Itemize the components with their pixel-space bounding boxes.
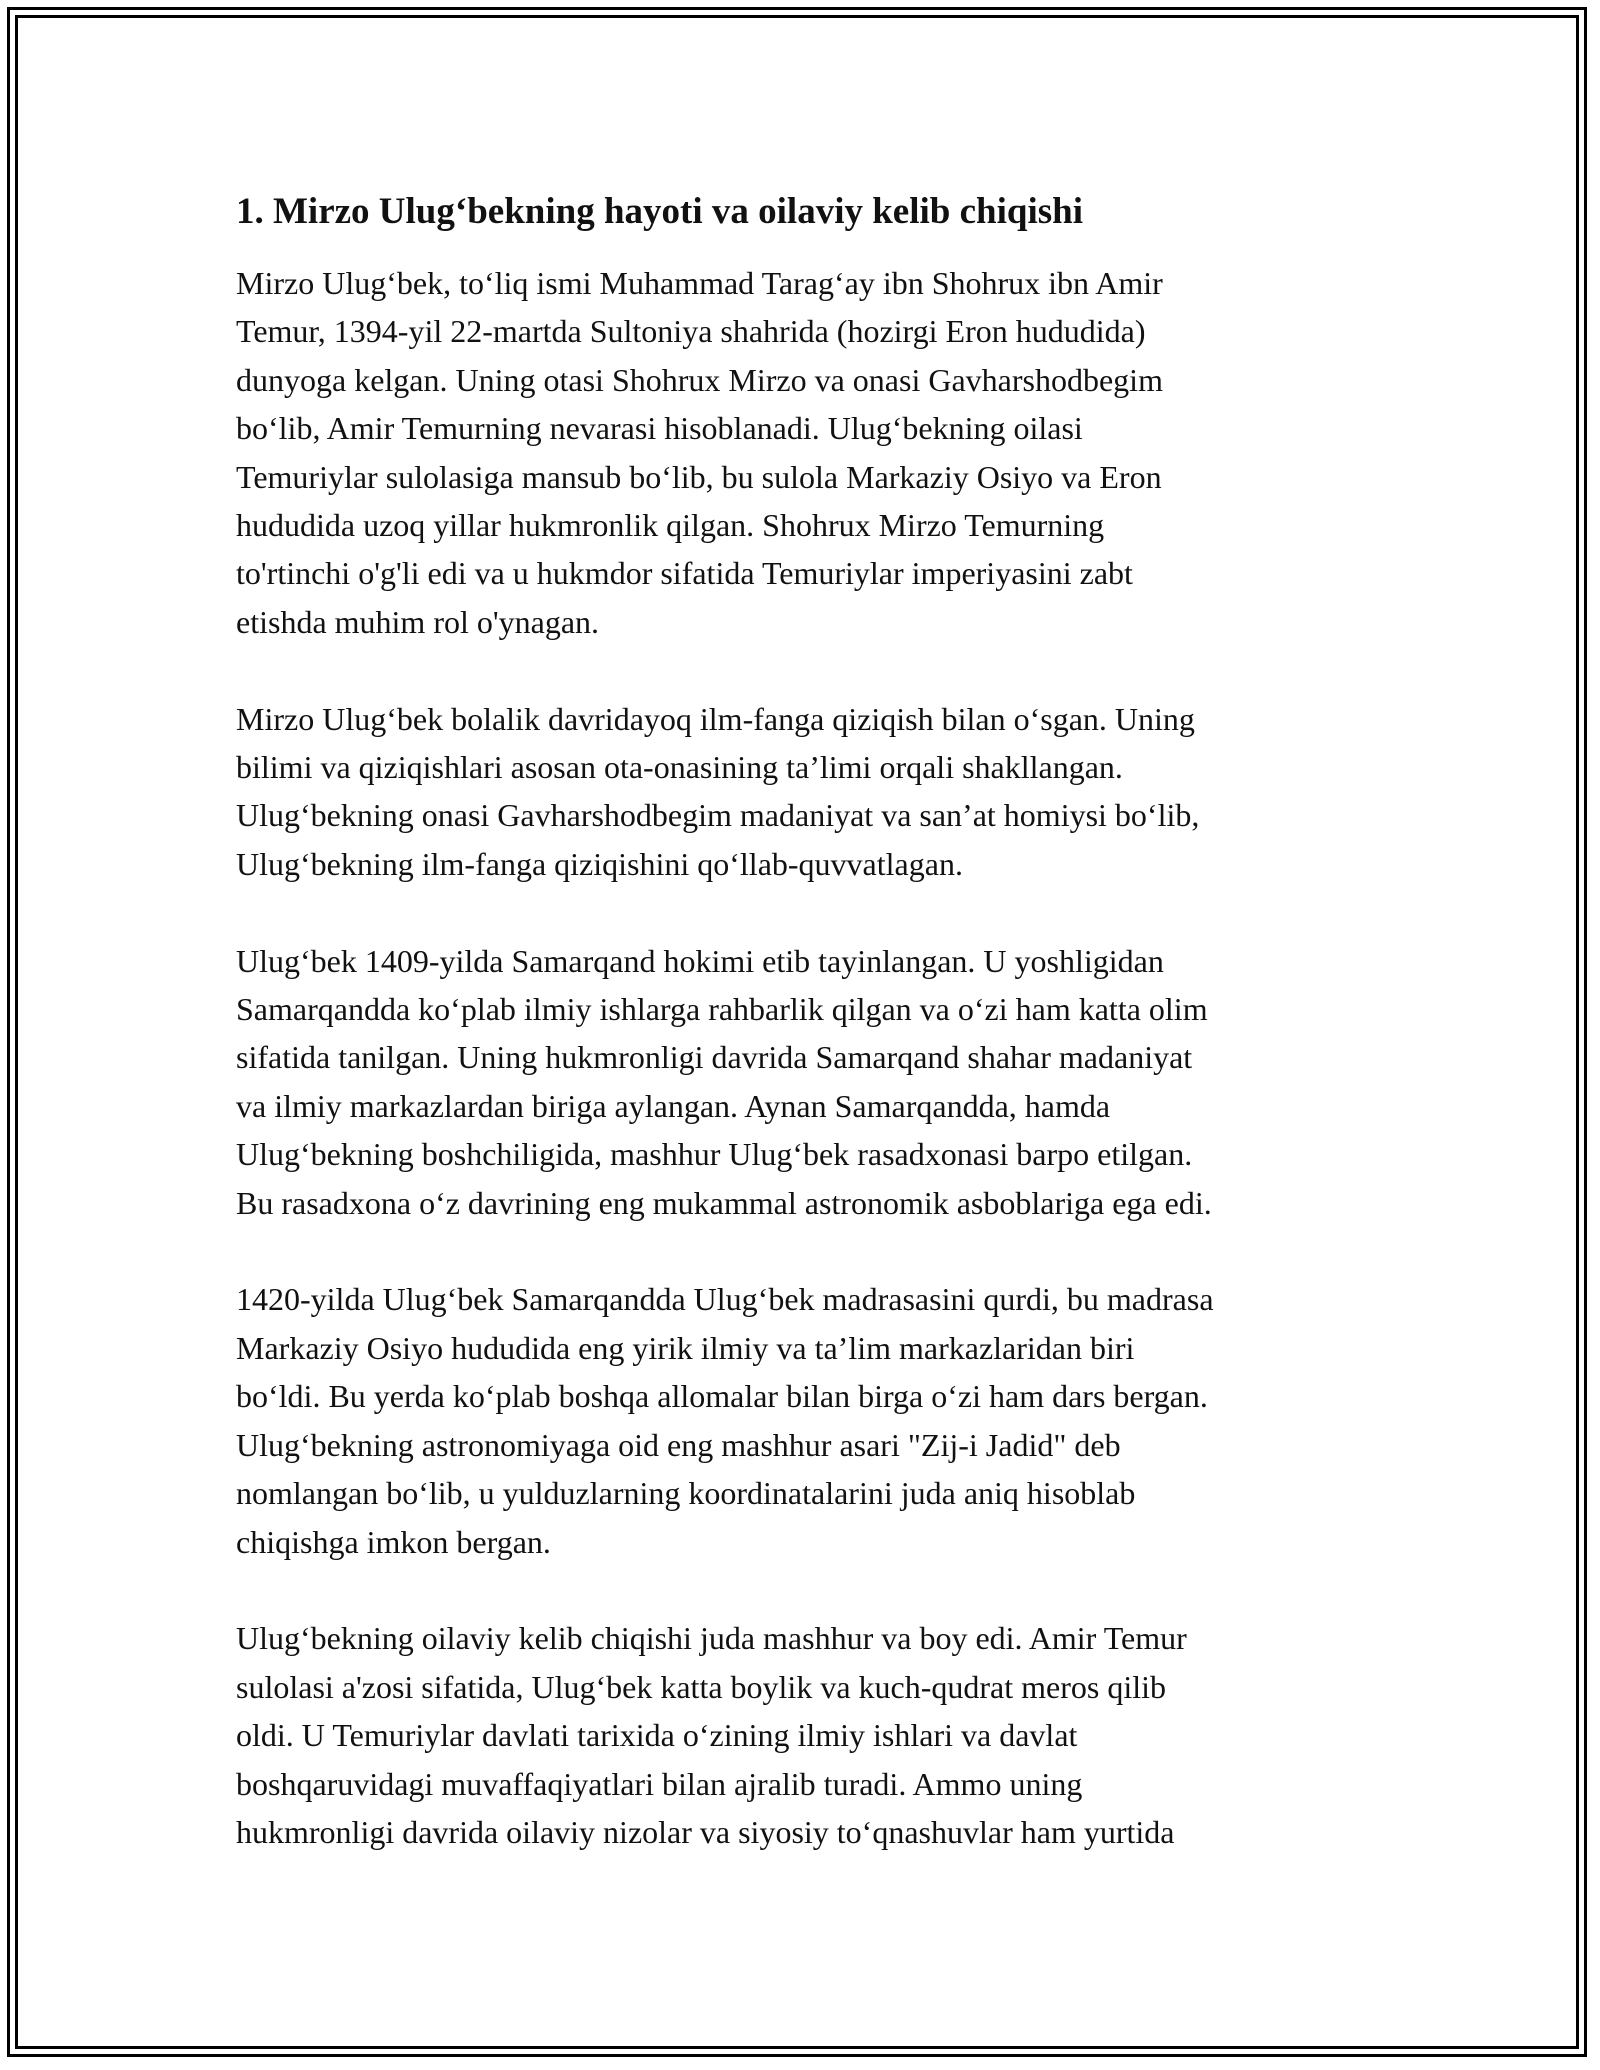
paragraph [236,937,1376,1227]
text-line: nomlangan bo‘lib, u yulduzlarning koordinatalarini juda aniq hisoblab [236,1475,1136,1512]
text-line: boshqaruvidagi muvaffaqiyatlari bilan ajralib turadi. Ammo uning [236,1765,1083,1802]
text-line: Ulug‘bekning boshchiligida, mashhur Ulug‘bek rasadxonasi barpo etilgan. [236,1136,1193,1173]
text-line: bilimi va qiziqishlari asosan ota-onasining ta’limi orqali shakllangan. [236,749,1123,786]
text-line: Bu rasadxona o‘z davrining eng mukammal astronomik asboblariga ega edi. [236,1184,1212,1221]
paragraph [236,259,1376,646]
text-line: Samarqandda ko‘plab ilmiy ishlarga rahbarlik qilgan va o‘zi ham katta olim [236,991,1208,1028]
text-line: bo‘lib, Amir Temurning nevarasi hisoblanadi. Ulug‘bekning oilasi [236,410,1083,447]
text-line: Mirzo Ulug‘bek, to‘liq ismi Muhammad Tarag‘ay ibn Shohrux ibn Amir [236,265,1163,301]
document-body [236,188,1376,1856]
text-line: sifatida tanilgan. Uning hukmronligi davrida Samarqand shahar madaniyat [236,1039,1193,1076]
text-line: Ulug‘bek 1409-yilda Samarqand hokimi etib tayinlangan. U yoshligidan [236,942,1164,979]
paragraph [236,695,1376,889]
text-line: chiqishga imkon bergan. [236,1523,551,1560]
text-line: Ulug‘bekning onasi Gavharshodbegim madaniyat va san’at homiysi bo‘lib, [236,797,1200,834]
text-line: 1420-yilda Ulug‘bek Samarqandda Ulug‘bek madrasasini qurdi, bu madrasa [236,1281,1214,1318]
text-line: oldi. U Temuriylar davlati tarixida o‘zining ilmiy ishlari va davlat [236,1717,1078,1754]
text-line: Markaziy Osiyo hududida eng yirik ilmiy va ta’lim markazlaridan biri [236,1329,1135,1366]
text-line: va ilmiy markazlardan biriga aylangan. Aynan Samarqandda, hamda [236,1087,1111,1124]
paragraph [236,1614,1376,1856]
text-line: hududida uzoq yillar hukmronlik qilgan. Shohrux Mirzo Temurning [236,507,1105,544]
text-line: Mirzo Ulug‘bek bolalik davridayoq ilm-fanga qiziqish bilan o‘sgan. Uning [236,700,1195,737]
text-line: sulolasi a'zosi sifatida, Ulug‘bek katta boylik va kuch-qudrat meros qilib [236,1668,1166,1705]
text-line: Temur, 1394-yil 22-martda Sultoniya shahrida (hozirgi Eron hududida) [236,313,1146,350]
text-line: Temuriylar sulolasiga mansub bo‘lib, bu sulola Markaziy Osiyo va Eron [236,458,1162,495]
text-line: Ulug‘bekning astronomiyaga oid eng mashhur asari "Zij-i Jadid" deb [236,1426,1121,1463]
text-line: Ulug‘bekning ilm-fanga qiziqishini qo‘llab-quvvatlagan. [236,845,963,882]
paragraph-list [236,259,1376,1856]
text-line: hukmronligi davrida oilaviy nizolar va siyosiy to‘qnashuvlar ham yurtida [236,1813,1175,1850]
paragraph [236,1275,1376,1565]
text-line: to'rtinchi o'g'li edi va u hukmdor sifatida Temuriylar imperiyasini zabt [236,555,1133,592]
text-line: dunyoga kelgan. Uning otasi Shohrux Mirzo va onasi Gavharshodbegim [236,361,1163,398]
text-line: Ulug‘bekning oilaviy kelib chiqishi juda mashhur va boy edi. Amir Temur [236,1620,1187,1657]
section-heading: 1. Mirzo Ulug‘bekning hayoti va oilaviy kelib chiqishi [236,191,1084,232]
text-line: bo‘ldi. Bu yerda ko‘plab boshqa allomalar bilan birga o‘zi ham dars bergan. [236,1378,1208,1415]
text-line: etishda muhim rol o'ynagan. [236,603,600,640]
